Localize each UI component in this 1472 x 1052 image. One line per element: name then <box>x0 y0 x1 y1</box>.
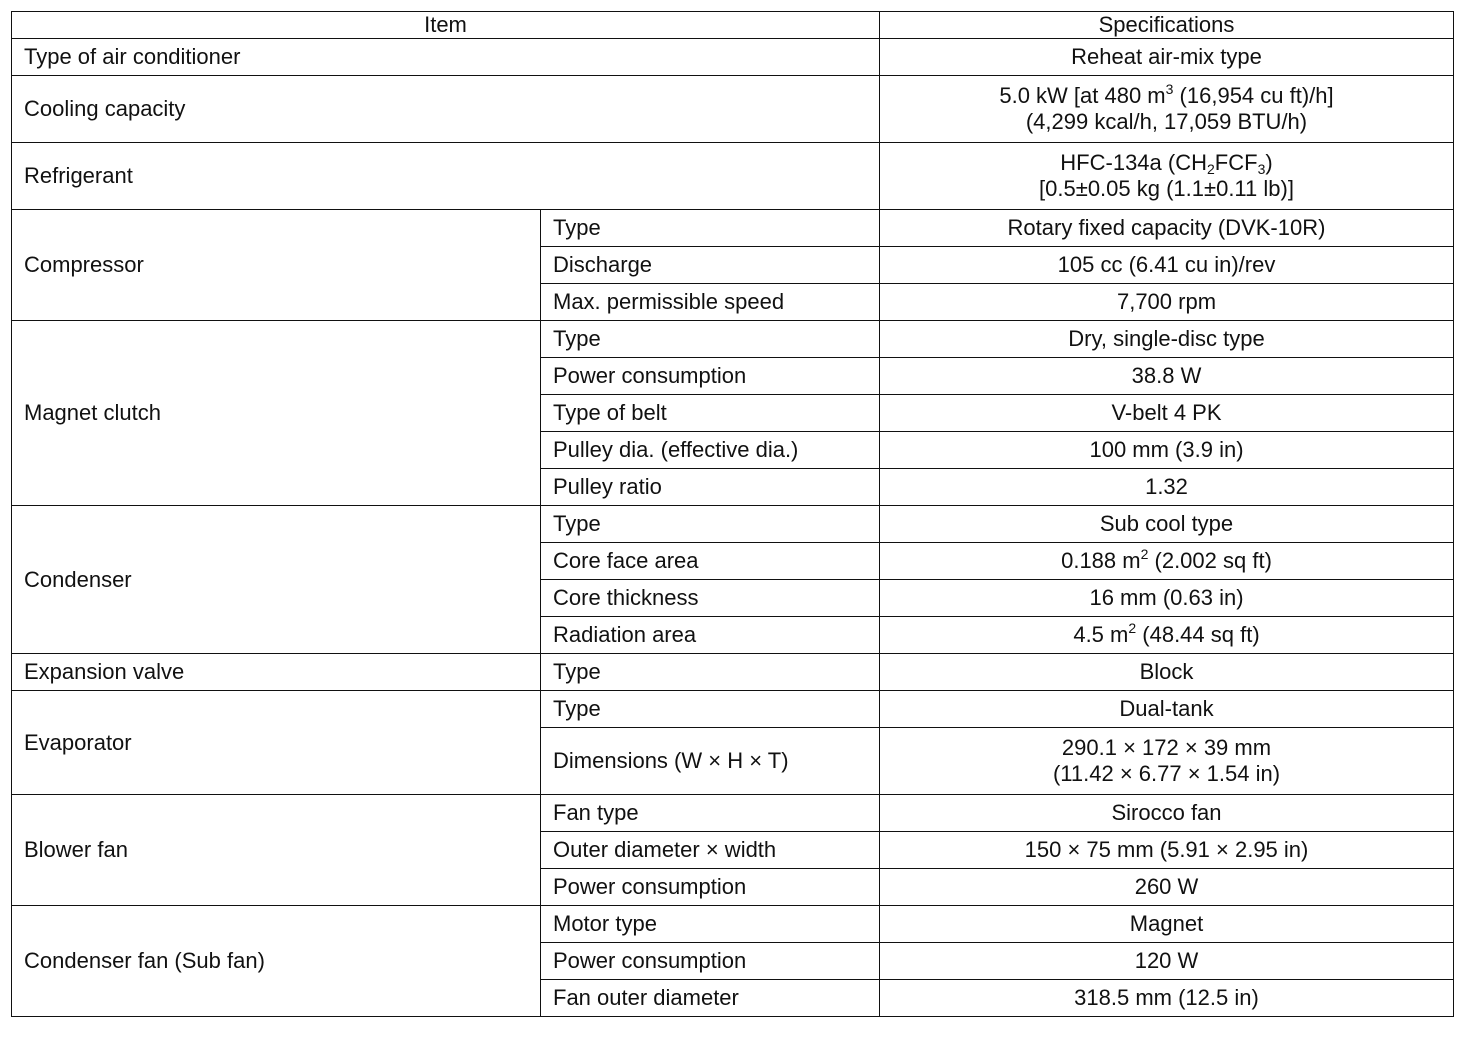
spec-value: Dual-tank <box>880 691 1454 728</box>
spec-value: Block <box>880 654 1454 691</box>
sub-item-label: Fan outer diameter <box>541 980 880 1017</box>
spec-value: V-belt 4 PK <box>880 395 1454 432</box>
sub-item-label: Type <box>541 654 880 691</box>
row-label: Cooling capacity <box>12 76 880 143</box>
sub-item-label: Type of belt <box>541 395 880 432</box>
table-row <box>12 795 1454 832</box>
spec-value: Sirocco fan <box>880 795 1454 832</box>
refrigerant-line2: [0.5±0.05 kg (1.1±0.11 lb)] <box>1039 176 1294 201</box>
sub-item-label: Dimensions (W × H × T) <box>541 728 880 795</box>
spec-value <box>880 143 1454 210</box>
spec-value <box>880 728 1454 795</box>
spec-value: Dry, single-disc type <box>880 321 1454 358</box>
table-header-row <box>12 12 1454 39</box>
group-label: Condenser fan (Sub fan) <box>12 906 541 1017</box>
sub-item-label: Radiation area <box>541 617 880 654</box>
spec-value: 100 mm (3.9 in) <box>880 432 1454 469</box>
ac-specifications-table <box>11 11 1454 1017</box>
evaporator-dim-line2: (11.42 × 6.77 × 1.54 in) <box>1052 761 1281 786</box>
spec-value: 120 W <box>880 943 1454 980</box>
specifications-column-header: Specifications <box>880 12 1454 39</box>
sub-item-label: Type <box>541 321 880 358</box>
spec-value: Rotary fixed capacity (DVK-10R) <box>880 210 1454 247</box>
spec-value: Sub cool type <box>880 506 1454 543</box>
row-label: Refrigerant <box>12 143 880 210</box>
spec-value <box>880 76 1454 143</box>
spec-value: 7,700 rpm <box>880 284 1454 321</box>
sub-item-label: Motor type <box>541 906 880 943</box>
spec-value: 16 mm (0.63 in) <box>880 580 1454 617</box>
group-label: Compressor <box>12 210 541 321</box>
spec-value: 150 × 75 mm (5.91 × 2.95 in) <box>880 832 1454 869</box>
group-label: Magnet clutch <box>12 321 541 506</box>
sub-item-label: Max. permissible speed <box>541 284 880 321</box>
sub-item-label: Power consumption <box>541 869 880 906</box>
sub-item-label: Pulley dia. (effective dia.) <box>541 432 880 469</box>
cooling-capacity-line2: (4,299 kcal/h, 17,059 BTU/h) <box>1025 109 1308 134</box>
table-row <box>12 906 1454 943</box>
row-label: Type of air conditioner <box>12 39 880 76</box>
spec-value: 318.5 mm (12.5 in) <box>880 980 1454 1017</box>
spec-value: 38.8 W <box>880 358 1454 395</box>
sub-item-label: Outer diameter × width <box>541 832 880 869</box>
group-label: Blower fan <box>12 795 541 906</box>
sub-item-label: Discharge <box>541 247 880 284</box>
table-row <box>12 321 1454 358</box>
spec-value: Magnet <box>880 906 1454 943</box>
spec-value: 260 W <box>880 869 1454 906</box>
evaporator-dim-line1: 290.1 × 172 × 39 mm <box>1061 735 1272 760</box>
sub-item-label: Core face area <box>541 543 880 580</box>
sub-item-label: Type <box>541 210 880 247</box>
spec-value: 0.188 $m^2$ (2.002 sq ft) <box>880 543 1454 580</box>
cooling-capacity-line1: 5.0 kW [at 480 $m^3$ (16,954 cu ft)/h] <box>999 81 1334 108</box>
sub-item-label: Fan type <box>541 795 880 832</box>
table-row <box>12 210 1454 247</box>
sub-item-label: Pulley ratio <box>541 469 880 506</box>
sub-item-label: Core thickness <box>541 580 880 617</box>
table-row <box>12 506 1454 543</box>
sub-item-label: Type <box>541 506 880 543</box>
spec-value: 105 cc (6.41 cu in)/rev <box>880 247 1454 284</box>
table-row <box>12 654 1454 691</box>
table-row <box>12 143 1454 210</box>
group-label: Condenser <box>12 506 541 654</box>
group-label: Evaporator <box>12 691 541 795</box>
table-row <box>12 76 1454 143</box>
group-label: Expansion valve <box>12 654 541 691</box>
spec-value: 1.32 <box>880 469 1454 506</box>
spec-value: 4.5 $m^2$ (48.44 sq ft) <box>880 617 1454 654</box>
item-column-header: Item <box>12 12 880 39</box>
spec-value: Reheat air-mix type <box>880 39 1454 76</box>
table-row <box>12 39 1454 76</box>
sub-item-label: Type <box>541 691 880 728</box>
sub-item-label: Power consumption <box>541 943 880 980</box>
refrigerant-line1: HFC-134a $(CH_2FCF_3)$ <box>1060 150 1273 177</box>
sub-item-label: Power consumption <box>541 358 880 395</box>
table-row <box>12 691 1454 728</box>
